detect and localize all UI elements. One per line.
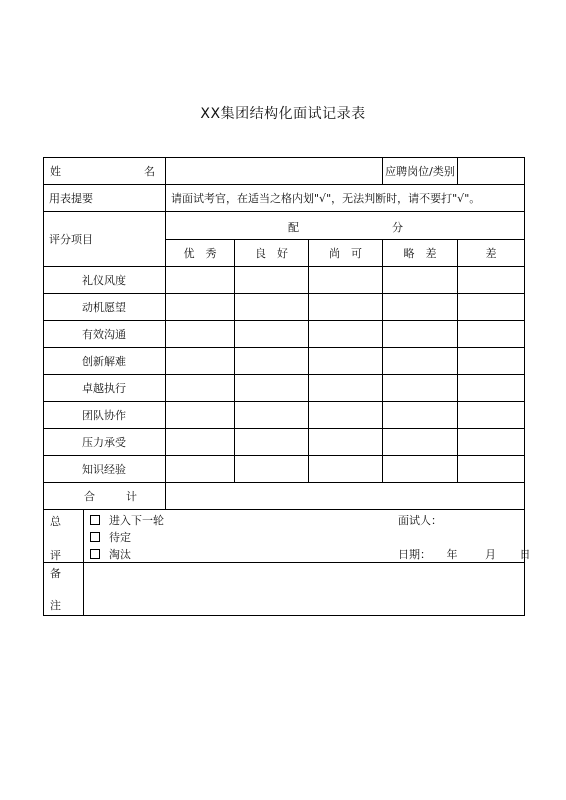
score-title-char1: 配 [288, 221, 299, 234]
score-cell[interactable] [166, 321, 235, 348]
level-good: 良 好 [235, 240, 309, 267]
score-cell[interactable] [309, 267, 383, 294]
level-excellent: 优 秀 [166, 240, 235, 267]
score-cell[interactable] [458, 456, 525, 483]
summary-body [84, 510, 531, 563]
score-cell[interactable] [383, 402, 458, 429]
remarks-row [44, 563, 525, 616]
score-cell[interactable] [309, 429, 383, 456]
item-row [44, 321, 525, 348]
item-label: 礼仪风度 [44, 267, 166, 294]
name-label-char1: 姓 [50, 165, 61, 178]
score-cell[interactable] [166, 429, 235, 456]
score-cell[interactable] [383, 294, 458, 321]
option-label: 进入下一轮 [109, 514, 164, 527]
item-label: 动机愿望 [44, 294, 166, 321]
checkbox-icon[interactable] [90, 532, 100, 542]
item-label: 团队协作 [44, 402, 166, 429]
score-cell[interactable] [383, 348, 458, 375]
score-cell[interactable] [166, 375, 235, 402]
summary-label-cell [44, 510, 84, 563]
item-row [44, 294, 525, 321]
checkbox-icon[interactable] [90, 515, 100, 525]
instructions-text: 请面试考官，在适当之格内划"√"，无法判断时，请不要打"√"。 [166, 185, 525, 212]
item-label: 知识经验 [44, 456, 166, 483]
summary-label-char1: 总 [50, 515, 61, 528]
position-label: 应聘岗位/类别 [383, 158, 458, 185]
score-cell[interactable] [166, 294, 235, 321]
option-next-round[interactable] [90, 512, 164, 528]
option-pending[interactable] [90, 529, 131, 545]
form-title: XX集团结构化面试记录表 [200, 106, 366, 122]
item-row [44, 402, 525, 429]
item-row [44, 267, 525, 294]
score-cell[interactable] [235, 267, 309, 294]
item-label: 卓越执行 [44, 375, 166, 402]
score-cell[interactable] [235, 402, 309, 429]
item-row [44, 375, 525, 402]
option-eliminate[interactable] [90, 546, 131, 562]
name-row [44, 158, 525, 185]
score-cell[interactable] [383, 267, 458, 294]
date-line [398, 546, 531, 562]
score-cell[interactable] [458, 294, 525, 321]
score-cell[interactable] [458, 429, 525, 456]
level-poor: 差 [458, 240, 525, 267]
score-cell[interactable] [458, 348, 525, 375]
date-month: 月 [485, 548, 496, 561]
score-cell[interactable] [235, 321, 309, 348]
option-label: 待定 [109, 531, 131, 544]
score-cell[interactable] [309, 348, 383, 375]
score-cell[interactable] [383, 429, 458, 456]
score-cell[interactable] [309, 375, 383, 402]
score-cell[interactable] [383, 456, 458, 483]
score-cell[interactable] [309, 294, 383, 321]
date-day: 日 [519, 548, 531, 561]
score-cell[interactable] [166, 348, 235, 375]
summary-row [44, 510, 525, 563]
item-label: 创新解难 [44, 348, 166, 375]
item-row [44, 429, 525, 456]
score-cell[interactable] [309, 321, 383, 348]
item-label: 有效沟通 [44, 321, 166, 348]
interviewer-label: 面试人： [398, 514, 442, 527]
interview-record-table [43, 157, 531, 616]
score-cell[interactable] [458, 375, 525, 402]
total-label: 合 计 [44, 483, 166, 510]
score-cell[interactable] [166, 267, 235, 294]
instructions-row [44, 185, 525, 212]
score-cell[interactable] [235, 375, 309, 402]
remarks-label-char2: 注 [50, 599, 61, 612]
score-cell[interactable] [309, 402, 383, 429]
score-cell[interactable] [235, 456, 309, 483]
item-label: 压力承受 [44, 429, 166, 456]
score-cell[interactable] [309, 456, 383, 483]
remarks-field[interactable] [84, 563, 525, 616]
score-cell[interactable] [166, 402, 235, 429]
instructions-label: 用表提要 [44, 185, 166, 212]
score-cell[interactable] [458, 321, 525, 348]
name-label-char2: 名 [144, 165, 155, 178]
date-label: 日期： [398, 548, 431, 561]
score-items-label: 评分项目 [44, 212, 166, 267]
remarks-label-cell [44, 563, 84, 616]
checkbox-icon[interactable] [90, 549, 100, 559]
score-cell[interactable] [166, 456, 235, 483]
score-title-cell [166, 212, 525, 240]
name-label-cell [44, 158, 166, 185]
score-title-char2: 分 [392, 221, 403, 234]
score-cell[interactable] [383, 375, 458, 402]
level-slightly-poor: 略 差 [383, 240, 458, 267]
score-cell[interactable] [235, 429, 309, 456]
date-year: 年 [446, 548, 458, 561]
score-cell[interactable] [235, 348, 309, 375]
candidate-name-field[interactable] [166, 158, 383, 185]
level-fair: 尚 可 [309, 240, 383, 267]
item-row [44, 348, 525, 375]
position-field[interactable] [458, 158, 525, 185]
score-cell[interactable] [458, 402, 525, 429]
option-label: 淘汰 [109, 548, 131, 561]
score-cell[interactable] [383, 321, 458, 348]
score-cell[interactable] [458, 267, 525, 294]
total-row [44, 483, 525, 510]
score-title-row [44, 212, 525, 240]
item-row [44, 456, 525, 483]
remarks-label-char1: 备 [50, 567, 61, 580]
summary-label-char2: 评 [50, 549, 61, 562]
score-cell[interactable] [235, 294, 309, 321]
total-field[interactable] [166, 483, 525, 510]
